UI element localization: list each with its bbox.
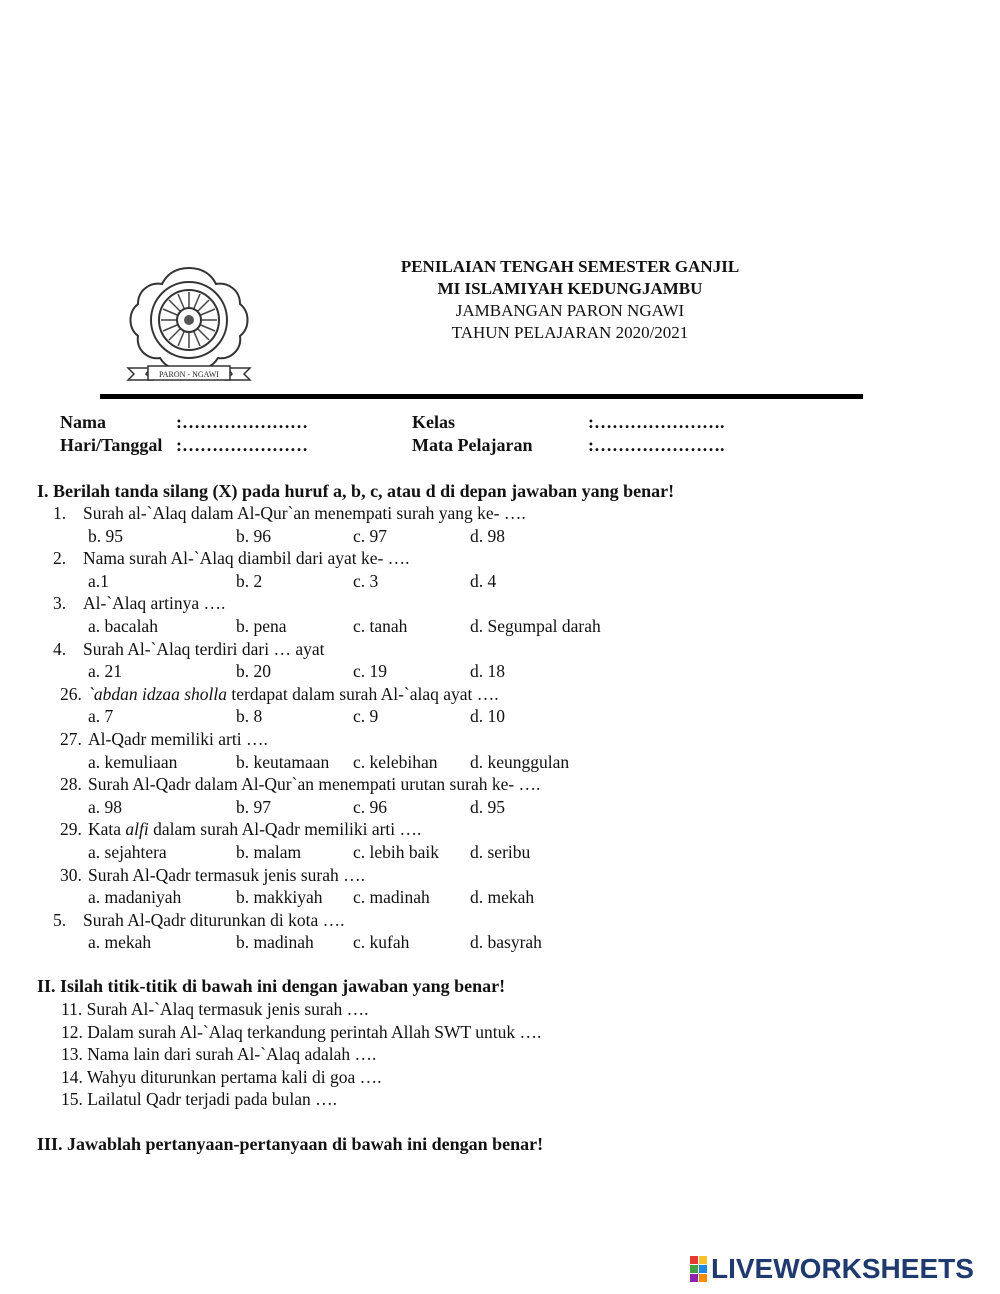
answer-option[interactable]: b. 2 [236,570,263,591]
fill-in-item[interactable]: 13. Nama lain dari surah Al-`Alaq adalah …. [61,1044,377,1065]
question-item [60,684,499,705]
answer-option[interactable]: d. mekah [470,887,535,908]
answer-option[interactable]: c. 9 [353,706,379,727]
answer-option[interactable]: d. basyrah [470,932,542,953]
answer-option[interactable]: c. madinah [353,887,430,908]
question-text [83,910,344,930]
svg-text:PARON - NGAWI: PARON - NGAWI [159,370,219,379]
question-number: 3. [53,593,67,614]
question-text [83,593,225,613]
question-item [53,548,410,569]
question-text-prefix: Kata [88,819,126,840]
section-3-title: III. Jawablah pertanyaan-pertanyaan di bawah ini dengan benar! [37,1134,544,1154]
question-text [83,639,325,659]
answer-option[interactable]: a. mekah [88,932,152,953]
answer-option[interactable]: b. pena [236,615,287,636]
question-text [88,865,365,885]
answer-option[interactable]: c. 97 [353,525,388,546]
question-number: 26. [60,683,82,704]
question-number: 4. [53,638,67,659]
answer-option[interactable]: c. 96 [353,796,388,817]
kelas-label: Kelas [412,412,455,432]
answer-option[interactable]: b. 8 [236,706,263,727]
answer-option[interactable]: a. 7 [88,706,114,727]
nama-label: Nama [60,412,106,432]
answer-option[interactable]: b. madinah [236,932,314,953]
answer-option[interactable]: a. bacalah [88,615,158,636]
question-text-main: Surah Al-`Alaq terdiri dari … ayat [83,638,325,659]
brand-block [699,1256,707,1264]
question-text [88,684,499,704]
fill-in-item[interactable]: 12. Dalam surah Al-`Alaq terkandung perintah Allah SWT untuk …. [61,1021,542,1042]
section-2-title: II. Isilah titik-titik di bawah ini dengan jawaban yang benar! [37,976,506,996]
question-text-main: Surah al-`Alaq dalam Al-Qur`an menempati surah yang ke- …. [83,503,526,523]
question-number: 29. [60,819,82,840]
school-logo [124,262,254,384]
answer-option[interactable]: b. 20 [236,661,271,682]
hari-label: Hari/Tanggal [60,435,163,455]
kelas-field[interactable]: :…………………. [588,412,725,432]
brand-block [690,1256,698,1264]
question-item [53,910,344,931]
question-item [53,503,526,524]
question-item [60,774,540,795]
mapel-field[interactable]: :…………………. [588,435,725,455]
liveworksheets-logo [690,1254,974,1284]
answer-option[interactable]: d. seribu [470,841,531,862]
question-text-main: Surah Al-Qadr diturunkan di kota …. [83,909,345,930]
question-item [60,865,365,886]
answer-option[interactable]: b. makkiyah [236,887,323,908]
answer-option[interactable]: b. 97 [236,796,271,817]
question-number: 30. [60,864,82,885]
question-text [83,548,410,568]
question-text-italic: alfi [125,819,149,840]
question-number: 2. [53,548,67,569]
nama-field[interactable]: :………………… [176,412,308,432]
answer-option[interactable]: d. Segumpal darah [470,615,601,636]
question-text-main: terdapat dalam surah Al-`alaq ayat …. [227,683,499,704]
question-item [53,593,225,614]
brand-block [690,1265,698,1273]
answer-option[interactable]: c. 19 [353,661,388,682]
school-name: MI ISLAMIYAH KEDUNGJAMBU [437,279,703,298]
question-number: 1. [53,503,67,523]
answer-option[interactable]: a. madaniyah [88,887,182,908]
question-text-main: Surah Al-Qadr termasuk jenis surah …. [88,864,366,885]
brand-block [699,1274,707,1282]
question-text [88,729,268,749]
brand-text: LIVEWORKSHEETS [711,1253,974,1284]
question-text [88,819,421,839]
brand-blocks-icon [690,1256,707,1282]
fill-in-item[interactable]: 14. Wahyu diturunkan pertama kali di goa …. [61,1066,382,1087]
hari-field[interactable]: :………………… [176,435,308,455]
answer-option[interactable]: a.1 [88,570,109,591]
answer-option[interactable]: a. 21 [88,661,123,682]
fill-in-item[interactable]: 15. Lailatul Qadr terjadi pada bulan …. [61,1089,338,1110]
answer-option[interactable]: c. 3 [353,570,379,591]
answer-option[interactable]: d. keunggulan [470,751,570,772]
answer-option[interactable]: d. 95 [470,796,505,817]
answer-option[interactable]: c. kelebihan [353,751,438,772]
section-1-title: I. Berilah tanda silang (X) pada huruf a, b, c, atau d di depan jawaban yang benar! [37,481,675,501]
answer-option[interactable]: d. 18 [470,661,505,682]
brand-block [699,1265,707,1273]
fill-in-item[interactable]: 11. Surah Al-`Alaq termasuk jenis surah …. [61,999,369,1019]
exam-title: PENILAIAN TENGAH SEMESTER GANJIL [400,257,740,276]
answer-option[interactable]: c. lebih baik [353,841,440,862]
mapel-label: Mata Pelajaran [412,435,533,455]
question-text-main: Surah Al-Qadr dalam Al-Qur`an menempati urutan surah ke- …. [88,774,541,795]
question-text-main: Al-Qadr memiliki arti …. [88,729,268,749]
question-item [60,819,421,840]
answer-option[interactable]: c. kufah [353,932,410,953]
answer-option[interactable]: d. 4 [470,570,497,591]
answer-option[interactable]: a. kemuliaan [88,751,178,772]
question-item [60,729,268,750]
question-text [88,774,540,794]
question-number: 27. [60,729,82,749]
answer-option[interactable]: d. 10 [470,706,505,727]
answer-option[interactable]: b. malam [236,841,302,862]
answer-option[interactable]: c. tanah [353,615,408,636]
question-number: 5. [53,909,67,930]
question-text-main: dalam surah Al-Qadr memiliki arti …. [148,819,422,840]
school-address: JAMBANGAN PARON NGAWI [455,301,685,320]
header-divider [100,394,863,399]
answer-option[interactable]: a. 98 [88,796,123,817]
question-number: 28. [60,774,82,795]
question-text-main: Al-`Alaq artinya …. [83,593,226,614]
brand-block [690,1274,698,1282]
answer-option[interactable]: b. 96 [236,525,271,546]
question-text-main: Nama surah Al-`Alaq diambil dari ayat ke- …. [83,548,410,569]
question-text [83,503,526,523]
answer-option[interactable]: a. sejahtera [88,841,167,862]
question-item [53,639,325,660]
answer-option[interactable]: d. 98 [470,525,505,546]
answer-option[interactable]: b. 95 [88,525,123,546]
academic-year: TAHUN PELAJARAN 2020/2021 [451,323,689,342]
answer-option[interactable]: b. keutamaan [236,751,330,772]
question-text-italic: `abdan idzaa sholla [88,683,228,704]
